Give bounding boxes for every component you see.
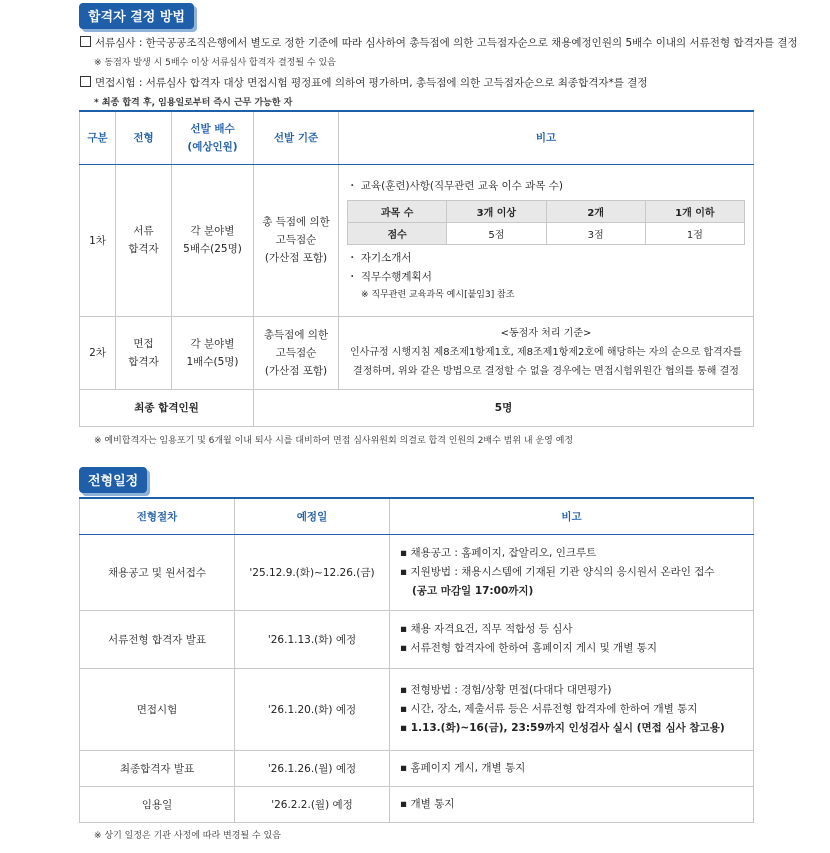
schedule-remarks xyxy=(390,668,754,750)
row2-type: 면접 합격자 xyxy=(116,316,172,389)
inner-cell: 점수 xyxy=(348,223,447,245)
schedule-step: 채용공고 및 원서접수 xyxy=(80,534,235,610)
decision-table xyxy=(79,110,754,427)
schedule-date: '26.1.13.(화) 예정 xyxy=(235,610,390,668)
row2-criteria: 총득점에 의한 고득점순 (가산점 포함) xyxy=(254,316,339,389)
interview-line: 면접시험 : 서류심사 합격자 대상 면접시험 평정표에 의하여 평가하며, 총득점에 의한 고득점자순으로 최종합격자*를 결정 xyxy=(80,75,648,90)
schedule-step: 임용일 xyxy=(80,786,235,822)
section-title-schedule: 전형일정 xyxy=(79,467,147,493)
header-remarks: 비고 xyxy=(390,498,754,534)
header-type: 전형 xyxy=(116,111,172,164)
schedule-note: ▪ 개별 통지 xyxy=(400,797,455,810)
header-step: 전형절차 xyxy=(80,498,235,534)
row1-remarks xyxy=(339,164,754,316)
tie-title: <동점자 처리 기준> xyxy=(500,328,592,339)
final-value: 5명 xyxy=(254,389,754,426)
row1-criteria: 총 득점에 의한 고득점순 (가산점 포함) xyxy=(254,164,339,316)
row2-stage: 2차 xyxy=(80,316,116,389)
schedule-table xyxy=(79,497,754,823)
checkbox-square-icon xyxy=(80,76,91,87)
row1-ratio: 각 분야별 5배수(25명) xyxy=(172,164,254,316)
inner-header: 1개 이하 xyxy=(645,201,744,223)
row1-type: 서류 합격자 xyxy=(116,164,172,316)
inner-cell: 3점 xyxy=(546,223,645,245)
row1-stage: 1차 xyxy=(80,164,116,316)
bullet-job-plan: ・ 직무수행계획서 xyxy=(347,271,432,283)
schedule-remarks xyxy=(390,534,754,610)
schedule-note: ▪ 채용공고 : 홈페이지, 잡알리오, 인크루트 xyxy=(400,546,597,559)
inner-header: 2개 xyxy=(546,201,645,223)
checkbox-square-icon xyxy=(80,36,91,47)
bullet-education: ・ 교육(훈련)사항(직무관련 교육 이수 과목 수) xyxy=(347,180,564,192)
schedule-step: 최종합격자 발표 xyxy=(80,750,235,786)
schedule-note: ▪ 전형방법 : 경험/상황 면접(다대다 대면평가) xyxy=(400,683,612,696)
bullet-self-intro: ・ 자기소개서 xyxy=(347,252,412,264)
document-review-line: 서류심사 : 한국공공조직은행에서 별도로 정한 기준에 따라 심사하여 총득점에 의한 고득점자순으로 채용예정인원의 5배수 이내의 서류전형 합격자를 결정 xyxy=(80,35,798,50)
schedule-footnote: ※ 상기 일정은 기관 사정에 따라 변경될 수 있음 xyxy=(94,831,281,841)
schedule-note-bold: (공고 마감일 17:00까지) xyxy=(412,584,534,597)
schedule-date: '26.2.2.(월) 예정 xyxy=(235,786,390,822)
header-date: 예정일 xyxy=(235,498,390,534)
schedule-step: 서류전형 합격자 발표 xyxy=(80,610,235,668)
tie-line: 인사규정 시행지침 제8조제1항제1호, 제8조제1항제2호에 해당하는 자의 순으로 합격자를 xyxy=(349,347,743,358)
reserve-footnote: ※ 예비합격자는 임용포기 및 6개월 이내 퇴사 시를 대비하여 면접 심사위원회 의결로 합격 인원의 2배수 범위 내 운영 예정 xyxy=(94,436,574,446)
tie-line: 결정하며, 위와 같은 방법으로 결정할 수 없을 경우에는 면접시험위원간 협의를 통해 결정 xyxy=(353,366,739,377)
inner-header: 과목 수 xyxy=(348,201,447,223)
schedule-note: ▪ 시간, 장소, 제출서류 등은 서류전형 합격자에 한하여 개별 통지 xyxy=(400,702,698,715)
schedule-date: '26.1.26.(월) 예정 xyxy=(235,750,390,786)
schedule-step: 면접시험 xyxy=(80,668,235,750)
row2-remarks xyxy=(339,316,754,389)
header-ratio: 선발 배수 (예상인원) xyxy=(172,111,254,164)
header-category: 구분 xyxy=(80,111,116,164)
inner-cell: 1점 xyxy=(645,223,744,245)
schedule-note: ▪ 채용 자격요건, 직무 적합성 등 심사 xyxy=(400,623,573,635)
final-pass-note: * 최종 합격 후, 임용일로부터 즉시 근무 가능한 자 xyxy=(94,98,293,108)
header-criteria: 선발 기준 xyxy=(254,111,339,164)
inner-header: 3개 이상 xyxy=(447,201,546,223)
row2-ratio: 각 분야별 1배수(5명) xyxy=(172,316,254,389)
header-remarks: 비고 xyxy=(339,111,754,164)
bullet-job-plan-note: ※ 직무관련 교육과목 예시[붙임3] 참조 xyxy=(361,290,515,300)
final-label: 최종 합격인원 xyxy=(80,389,254,426)
schedule-remarks xyxy=(390,610,754,668)
schedule-date: '26.1.20.(화) 예정 xyxy=(235,668,390,750)
schedule-date: '25.12.9.(화)~12.26.(금) xyxy=(235,534,390,610)
document-review-note: ※ 동점자 발생 시 5배수 이상 서류심사 합격자 결정될 수 있음 xyxy=(94,58,336,68)
schedule-note: ▪ 홈페이지 게시, 개별 통지 xyxy=(400,761,526,774)
score-table xyxy=(347,200,745,245)
schedule-note: ▪ 지원방법 : 채용시스템에 기재된 기관 양식의 응시원서 온라인 접수 xyxy=(400,565,715,578)
schedule-remarks xyxy=(390,786,754,822)
inner-cell: 5점 xyxy=(447,223,546,245)
schedule-note-bold: ▪ 1.13.(화)~16(금), 23:59까지 인성검사 실시 (면접 심사 참고용) xyxy=(400,721,725,734)
schedule-remarks xyxy=(390,750,754,786)
schedule-note: ▪ 서류전형 합격자에 한하여 홈페이지 게시 및 개별 통지 xyxy=(400,642,657,654)
section-title-decision: 합격자 결정 방법 xyxy=(79,3,194,29)
